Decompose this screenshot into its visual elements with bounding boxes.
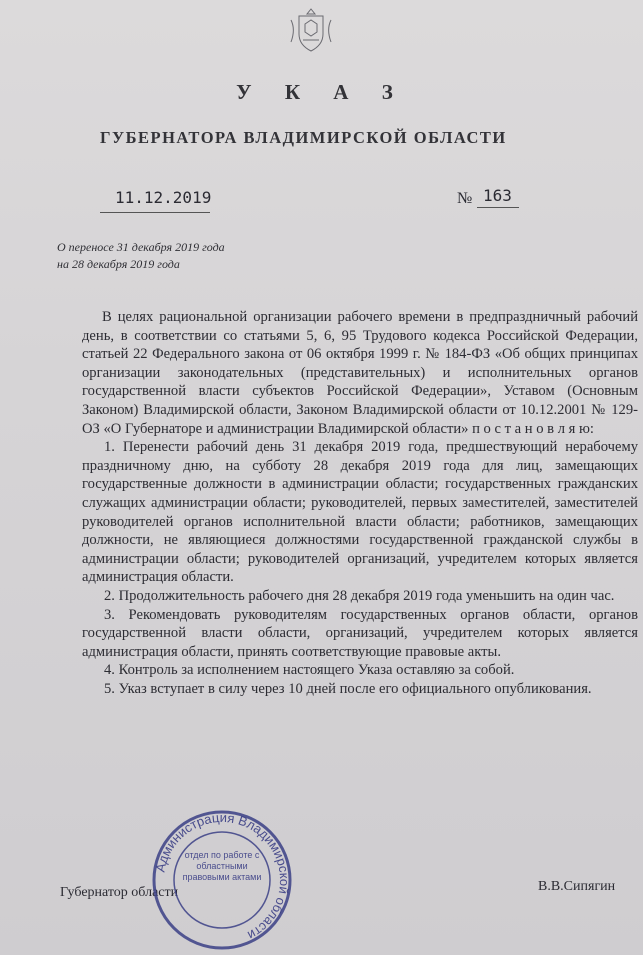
decree-body bbox=[82, 308, 638, 698]
number-underline bbox=[477, 207, 519, 208]
decree-date: 11.12.2019 bbox=[115, 188, 212, 207]
document-subtitle: ГУБЕРНАТОРА ВЛАДИМИРСКОЙ ОБЛАСТИ bbox=[100, 128, 507, 147]
decree-topic: О переносе 31 декабря 2019 года на 28 декабря 2019 года bbox=[57, 240, 225, 271]
official-stamp-icon bbox=[150, 808, 294, 952]
coat-of-arms-icon bbox=[283, 6, 339, 54]
stamp-outer-text: Администрация Владимирской области bbox=[152, 809, 293, 944]
item-5-paragraph: 5. Указ вступает в силу через 10 дней после его официального опубликования. bbox=[104, 680, 592, 697]
item-1-paragraph: 1. Перенести рабочий день 31 декабря 2019 года, предшествующий нерабочему праздничному дню, на субботу 28 декабря 2019 года для лиц, замещающих государственные должности в администрации области; государственных гражданских служащих администрации области; руководителей, первых заместителей, заместителей руководителей органов исполнительной власти области; работников, замещающих должности, не являющиеся должностями государственной гражданской службы в администрации области; руководителей организаций, учредителем которых является администрация области. bbox=[82, 439, 638, 586]
document-title: У К А З bbox=[236, 80, 407, 104]
date-underline bbox=[100, 212, 210, 213]
signatory-name: В.В.Сипягин bbox=[538, 879, 616, 894]
signatory-position: Губернатор области bbox=[60, 885, 179, 900]
stamp-inner-text: отдел по работе с областными правовыми актами bbox=[182, 850, 262, 882]
preamble-paragraph: В целях рациональной организации рабочего времени в предпраздничный рабочий день, в соответствии со статьями 5, 6, 95 Трудового кодекса Российской Федерации, статьей 22 Федерального закона от 06 октября 1999 г. № 184-ФЗ «Об общих принципах организации законодательных (представительных) и исполнительных органов государственной власти субъектов Российской Федерации», Уставом (Основным Законом) Владимирской области, Законом Владимирской области от 10.12.2001 № 129-ОЗ «О Губернаторе и администрации Владимирской области» п о с т а н о в л я ю: bbox=[82, 309, 638, 437]
item-4-paragraph: 4. Контроль за исполнением настоящего Указа оставляю за собой. bbox=[104, 662, 515, 679]
item-3-paragraph: 3. Рекомендовать руководителям государственных органов области, органов государственной власти области, организаций, учредителем которых является администрация области, принять соответствующие правовые акты. bbox=[82, 606, 638, 660]
item-2-paragraph: 2. Продолжительность рабочего дня 28 декабря 2019 года уменьшить на один час. bbox=[104, 587, 615, 604]
decree-number: 163 bbox=[483, 186, 512, 205]
number-label: № bbox=[457, 190, 473, 207]
